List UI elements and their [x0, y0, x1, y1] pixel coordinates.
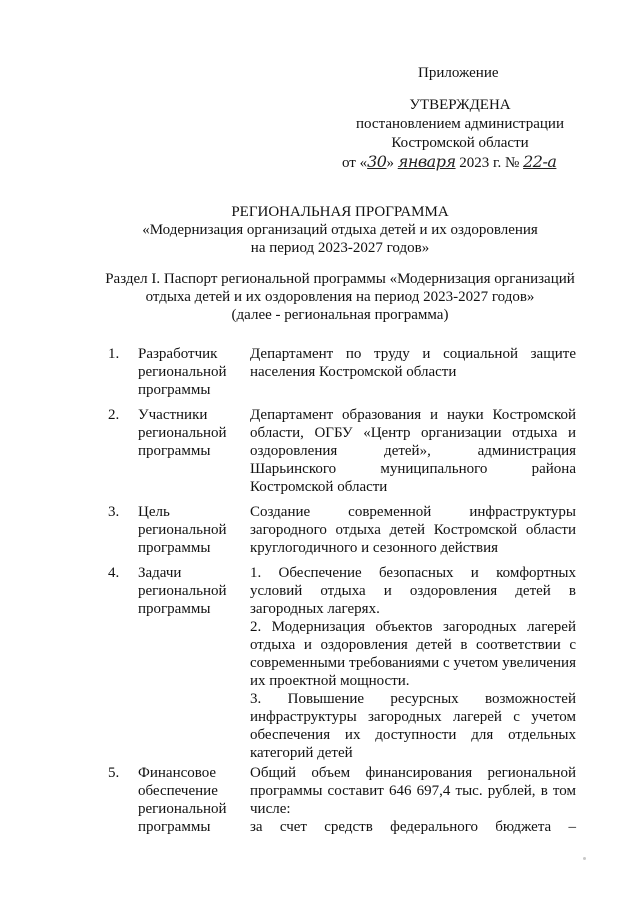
region-line: Костромской области [391, 135, 529, 151]
row-label-line: программы [138, 540, 211, 556]
row-label [138, 764, 238, 836]
row-label-line: региональной [138, 522, 227, 538]
row-label-line: программы [138, 819, 211, 835]
date-mid: » [386, 155, 398, 171]
row-paragraph: Общий объем финансирования региональной программы составит 646 697,4 тыс. рублей, в том числе: [250, 765, 576, 817]
section-line-3: (далее - региональная программа) [231, 307, 449, 323]
handwritten-decree-number: 22-а [523, 152, 557, 171]
row-paragraph: 1. Обеспечение безопасных и комфортных условий отдыха и оздоровления детей в загородных лагерях. [250, 565, 576, 617]
row-label-line: Разработчик [138, 346, 218, 362]
date-prefix: от « [342, 155, 368, 171]
row-label [138, 564, 238, 618]
row-number: 5. [108, 765, 120, 781]
row-paragraph: Департамент образования и науки Костромской области, ОГБУ «Центр организации отдыха и оздоровления детей», администрация Шарьинского муниципального района Костромской области [250, 407, 576, 495]
row-paragraph: 3. Повышение ресурсных возможностей инфраструктуры загородных лагерей с учетом обеспечения их доступности для отдельных категорий детей [250, 691, 576, 761]
handwritten-day: 30 [367, 152, 387, 171]
approval-block [340, 96, 580, 172]
row-label-line: программы [138, 382, 211, 398]
section-line-1: Раздел I. Паспорт региональной программы «Модернизация организаций [105, 271, 575, 287]
row-label-line: Финансовое [138, 765, 217, 781]
row-number: 1. [108, 346, 120, 362]
decree-date-line [340, 153, 580, 172]
row-label-line: Участники [138, 407, 208, 423]
row-label-line: программы [138, 601, 211, 617]
row-description [250, 345, 576, 381]
row-number: 4. [108, 565, 120, 581]
section-line-2: отдыха детей и их оздоровления на период 2023-2027 годов» [145, 289, 535, 305]
row-description [250, 503, 576, 557]
row-label-line: обеспечение [138, 783, 218, 799]
row-number: 2. [108, 407, 120, 423]
program-title [60, 203, 620, 257]
row-label-line: региональной [138, 364, 227, 380]
handwritten-month: января [397, 152, 456, 171]
date-year: 2023 г. № [455, 155, 524, 171]
row-label [138, 406, 238, 460]
row-label [138, 503, 238, 557]
title-line-1: РЕГИОНАЛЬНАЯ ПРОГРАММА [231, 204, 449, 220]
title-line-3: на период 2023-2027 годов» [250, 240, 430, 256]
row-label-line: Цель [138, 504, 170, 520]
row-paragraph: Департамент по труду и социальной защите населения Костромской области [250, 346, 576, 380]
row-description [250, 564, 576, 762]
title-line-2: «Модернизация организаций отдыха детей и их оздоровления [142, 222, 538, 238]
row-description [250, 764, 576, 836]
section-heading [60, 270, 620, 324]
row-label-line: программы [138, 443, 211, 459]
row-paragraph: 2. Модернизация объектов загородных лагерей отдыха и оздоровления детей в соответствии с современными требованиями с учетом увеличения их проектной мощности. [250, 619, 576, 689]
row-number: 3. [108, 504, 120, 520]
row-label [138, 345, 238, 399]
scan-speck [583, 857, 586, 860]
appendix-label: Приложение [418, 65, 499, 81]
row-paragraph: за счет средств федерального бюджета – [250, 819, 576, 835]
approved-label: УТВЕРЖДЕНА [409, 97, 511, 113]
row-label-line: Задачи [138, 565, 182, 581]
row-description [250, 406, 576, 496]
row-label-line: региональной [138, 801, 227, 817]
row-label-line: региональной [138, 425, 227, 441]
row-paragraph: Создание современной инфраструктуры загородного отдыха детей Костромской области круглогодичного и сезонного действия [250, 504, 576, 556]
row-label-line: региональной [138, 583, 227, 599]
decree-line: постановлением администрации [356, 116, 564, 132]
